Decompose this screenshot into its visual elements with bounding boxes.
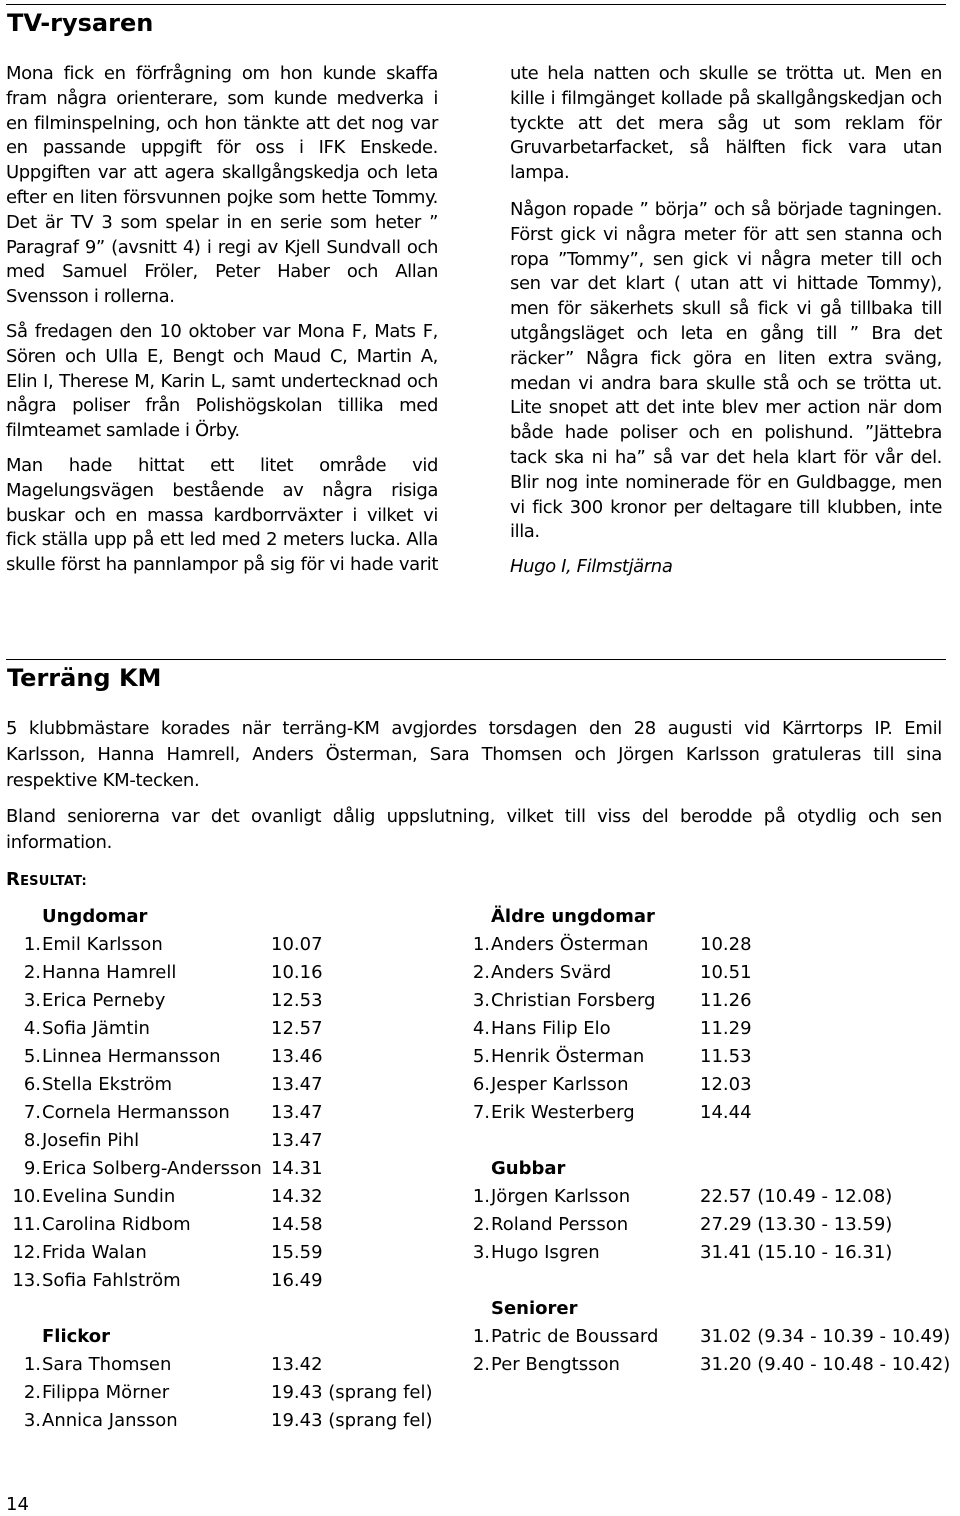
result-row bbox=[455, 1183, 950, 1211]
result-name: Filippa Mörner bbox=[42, 1382, 170, 1403]
result-name: Sofia Fahlström bbox=[42, 1270, 181, 1291]
result-name: Hans Filip Elo bbox=[491, 1018, 611, 1039]
result-row bbox=[6, 1127, 433, 1155]
result-time: 10.28 bbox=[700, 934, 752, 955]
result-row bbox=[6, 1183, 433, 1211]
seniorer-list bbox=[455, 1323, 950, 1379]
tv-article-title: TV-rysaren bbox=[7, 9, 154, 37]
result-time: 11.26 bbox=[700, 990, 752, 1011]
result-row bbox=[455, 1239, 950, 1267]
aldre-ungdomar-list bbox=[455, 931, 950, 1127]
tv-paragraph-3-text: Man hade hittat ett litet område vid Magelungsvägen bestående av några risiga buskar och en massa kardborrväxter i vilket vi fick ställa upp på ett led med 2 meters lucka. Alla skulle först ha pannlampor på sig för vi hade varit bbox=[6, 454, 438, 576]
result-time: 13.47 bbox=[271, 1102, 323, 1123]
result-time: 14.32 bbox=[271, 1186, 323, 1207]
km-article-title: Terräng KM bbox=[7, 664, 162, 692]
result-name: Stella Ekström bbox=[42, 1074, 173, 1095]
result-rank: 13. bbox=[12, 1270, 41, 1291]
result-row bbox=[455, 1043, 950, 1071]
result-row bbox=[6, 959, 433, 987]
result-rank: 5. bbox=[23, 1046, 41, 1067]
aldre-ungdomar-heading: Äldre ungdomar bbox=[491, 906, 655, 927]
result-time: 14.58 bbox=[271, 1214, 323, 1235]
km-article-body bbox=[6, 716, 942, 866]
result-row bbox=[6, 987, 433, 1015]
result-name: Evelina Sundin bbox=[42, 1186, 176, 1207]
result-rank: 1. bbox=[472, 1326, 490, 1347]
seniorer-heading: Seniorer bbox=[491, 1298, 578, 1319]
result-time: 10.07 bbox=[271, 934, 323, 955]
result-rank: 1. bbox=[23, 1354, 41, 1375]
result-rank: 6. bbox=[472, 1074, 490, 1095]
result-time: 13.46 bbox=[271, 1046, 323, 1067]
result-row bbox=[455, 1323, 950, 1351]
results-label bbox=[6, 869, 87, 890]
result-row bbox=[6, 931, 433, 959]
result-rank: 8. bbox=[23, 1130, 41, 1151]
result-row bbox=[6, 1267, 433, 1295]
gubbar-heading: Gubbar bbox=[491, 1158, 566, 1179]
result-rank: 1. bbox=[23, 934, 41, 955]
top-rule bbox=[6, 4, 946, 5]
tv-paragraph-3 bbox=[6, 454, 438, 578]
result-rank: 2. bbox=[472, 962, 490, 983]
result-row bbox=[455, 987, 950, 1015]
section-rule bbox=[6, 659, 946, 660]
result-row bbox=[6, 1239, 433, 1267]
result-time: 10.16 bbox=[271, 962, 323, 983]
tv-article-left-column bbox=[6, 62, 438, 588]
result-row bbox=[6, 1407, 433, 1435]
result-row bbox=[6, 1015, 433, 1043]
result-row bbox=[455, 931, 950, 959]
result-rank: 7. bbox=[23, 1102, 41, 1123]
tv-paragraph-4: Någon ropade ” börja” och så började tagningen. Först gick vi några meter för att sen stanna och ropa ”Tommy”, sen gick vi några meter till och sen var det klart ( utan att vi hittade Tommy), men för säkerhets skull så fick vi gå tillbaka till utgångsläget och leta en gång till ” Bra det räcker” Några fick göra en liten extra sväng, medan vi andra bara skulle stå och se trötta ut. Lite snopet att det inte blev mer action när dom både hade poliser och en polishund. ”Jättebra tack ska ni ha” så var det hela klart för vår del. Blir nog inte nominerade för en Guldbagge, men vi fick 300 kronor per deltagare till klubben, inte illa. bbox=[510, 199, 942, 543]
page-number: 14 bbox=[6, 1494, 29, 1515]
result-rank: 2. bbox=[472, 1214, 490, 1235]
tv-paragraph-1: Mona fick en förfrågning om hon kunde skaffa fram några orienterare, som kunde medverka i en filminspelning, och hon tänkte att det nog var en passande uppgift för oss i IFK Enskede. Uppgiften var att agera skallgångskedja och leta efter en liten försvunnen pojke som hette Tommy. Det är TV 3 som spelar in en serie som heter ” Paragraf 9” (avsnitt 4) i regi av Kjell Sundvall och med Samuel Fröler, Peter Haber och Allan Svensson i rollerna. bbox=[6, 63, 438, 308]
result-rank: 6. bbox=[23, 1074, 41, 1095]
result-time: 22.57 (10.49 - 12.08) bbox=[700, 1186, 893, 1207]
result-row bbox=[6, 1351, 433, 1379]
result-row bbox=[455, 1211, 950, 1239]
result-rank: 11. bbox=[12, 1214, 41, 1235]
result-rank: 12. bbox=[12, 1242, 41, 1263]
result-name: Hanna Hamrell bbox=[42, 962, 177, 983]
result-row bbox=[455, 1351, 950, 1379]
tv-paragraph-2: Så fredagen den 10 oktober var Mona F, Mats F, Sören och Ulla E, Bengt och Maud C, Martin A, Elin I, Therese M, Karin L, samt undertecknad och några poliser från Polishögskolan tillika med filmteamet samlade i Örby. bbox=[6, 320, 438, 442]
result-time: 13.42 bbox=[271, 1354, 323, 1375]
result-rank: 10. bbox=[12, 1186, 41, 1207]
result-time: 12.03 bbox=[700, 1074, 752, 1095]
result-time: 11.29 bbox=[700, 1018, 752, 1039]
flickor-list bbox=[6, 1351, 433, 1435]
km-paragraph-1: 5 klubbmästare korades när terräng-KM avgjordes torsdagen den 28 augusti vid Kärrtorps IP. Emil Karlsson, Hanna Hamrell, Anders Österman, Sara Thomsen och Jörgen Karlsson gratuleras till sina respektive KM-tecken. bbox=[6, 718, 942, 791]
result-time: 27.29 (13.30 - 13.59) bbox=[700, 1214, 893, 1235]
result-time: 15.59 bbox=[271, 1242, 323, 1263]
result-name: Henrik Österman bbox=[491, 1046, 645, 1067]
ungdomar-list bbox=[6, 931, 433, 1295]
result-time: 19.43 (sprang fel) bbox=[271, 1382, 433, 1403]
result-row bbox=[455, 1099, 950, 1127]
result-row bbox=[6, 1099, 433, 1127]
result-rank: 5. bbox=[472, 1046, 490, 1067]
result-rank: 4. bbox=[472, 1018, 490, 1039]
result-name: Erik Westerberg bbox=[491, 1102, 635, 1123]
result-row bbox=[6, 1155, 433, 1183]
result-rank: 2. bbox=[472, 1354, 490, 1375]
result-row bbox=[6, 1043, 433, 1071]
result-row bbox=[6, 1071, 433, 1099]
result-time: 16.49 bbox=[271, 1270, 323, 1291]
result-rank: 1. bbox=[472, 934, 490, 955]
result-name: Patric de Boussard bbox=[491, 1326, 659, 1347]
result-time: 31.02 (9.34 - 10.39 - 10.49) bbox=[700, 1326, 951, 1347]
result-time: 13.47 bbox=[271, 1130, 323, 1151]
result-time: 12.53 bbox=[271, 990, 323, 1011]
tv-article-right-column-2 bbox=[510, 198, 942, 590]
result-rank: 7. bbox=[472, 1102, 490, 1123]
result-row bbox=[6, 1211, 433, 1239]
result-rank: 1. bbox=[472, 1186, 490, 1207]
result-rank: 3. bbox=[472, 1242, 490, 1263]
result-rank: 9. bbox=[23, 1158, 41, 1179]
tv-paragraph-3-continued bbox=[510, 62, 942, 186]
result-name: Jesper Karlsson bbox=[491, 1074, 629, 1095]
result-time: 14.44 bbox=[700, 1102, 752, 1123]
tv-paragraph-3-text-continued: ute hela natten och skulle se trötta ut. Men en kille i filmgänget kollade på skallgångskedjan och tyckte att det mera såg ut som reklam för Gruvarbetarfacket, så hälften fick vara utan lampa. bbox=[510, 62, 942, 184]
result-row bbox=[6, 1379, 433, 1407]
results-right-column bbox=[455, 903, 950, 1379]
result-name: Cornela Hermansson bbox=[42, 1102, 230, 1123]
result-name: Anders Österman bbox=[491, 934, 649, 955]
result-time: 13.47 bbox=[271, 1074, 323, 1095]
result-name: Sara Thomsen bbox=[42, 1354, 172, 1375]
result-rank: 2. bbox=[23, 962, 41, 983]
result-name: Roland Persson bbox=[491, 1214, 629, 1235]
result-name: Josefin Pihl bbox=[42, 1130, 140, 1151]
gubbar-list bbox=[455, 1183, 950, 1267]
tv-signature: Hugo I, Filmstjärna bbox=[510, 556, 673, 578]
result-row bbox=[455, 1071, 950, 1099]
result-time: 19.43 (sprang fel) bbox=[271, 1410, 433, 1431]
result-time: 31.41 (15.10 - 16.31) bbox=[700, 1242, 893, 1263]
result-name: Linnea Hermansson bbox=[42, 1046, 221, 1067]
result-time: 31.20 (9.40 - 10.48 - 10.42) bbox=[700, 1354, 951, 1375]
result-name: Sofia Jämtin bbox=[42, 1018, 150, 1039]
result-name: Jörgen Karlsson bbox=[491, 1186, 631, 1207]
result-rank: 3. bbox=[23, 1410, 41, 1431]
result-rank: 3. bbox=[23, 990, 41, 1011]
result-rank: 2. bbox=[23, 1382, 41, 1403]
result-name: Erica Perneby bbox=[42, 990, 166, 1011]
result-name: Christian Forsberg bbox=[491, 990, 656, 1011]
km-paragraph-2: Bland seniorerna var det ovanligt dålig uppslutning, vilket till viss del berodde på otydlig och sen information. bbox=[6, 806, 942, 853]
result-name: Annica Jansson bbox=[42, 1410, 178, 1431]
ungdomar-heading: Ungdomar bbox=[42, 906, 148, 927]
result-row bbox=[455, 959, 950, 987]
results-left-column bbox=[6, 903, 433, 1435]
results-label-initial: R bbox=[6, 869, 21, 890]
result-rank: 4. bbox=[23, 1018, 41, 1039]
result-name: Erica Solberg-Andersson bbox=[42, 1158, 262, 1179]
result-time: 12.57 bbox=[271, 1018, 323, 1039]
result-rank: 3. bbox=[472, 990, 490, 1011]
results-label-rest: ESULTAT: bbox=[20, 874, 87, 889]
result-time: 11.53 bbox=[700, 1046, 752, 1067]
result-row bbox=[455, 1015, 950, 1043]
result-name: Anders Svärd bbox=[491, 962, 612, 983]
result-time: 14.31 bbox=[271, 1158, 323, 1179]
result-name: Emil Karlsson bbox=[42, 934, 163, 955]
result-time: 10.51 bbox=[700, 962, 752, 983]
result-name: Carolina Ridbom bbox=[42, 1214, 191, 1235]
result-name: Hugo Isgren bbox=[491, 1242, 600, 1263]
result-name: Per Bengtsson bbox=[491, 1354, 620, 1375]
result-name: Frida Walan bbox=[42, 1242, 147, 1263]
flickor-heading: Flickor bbox=[42, 1326, 111, 1347]
